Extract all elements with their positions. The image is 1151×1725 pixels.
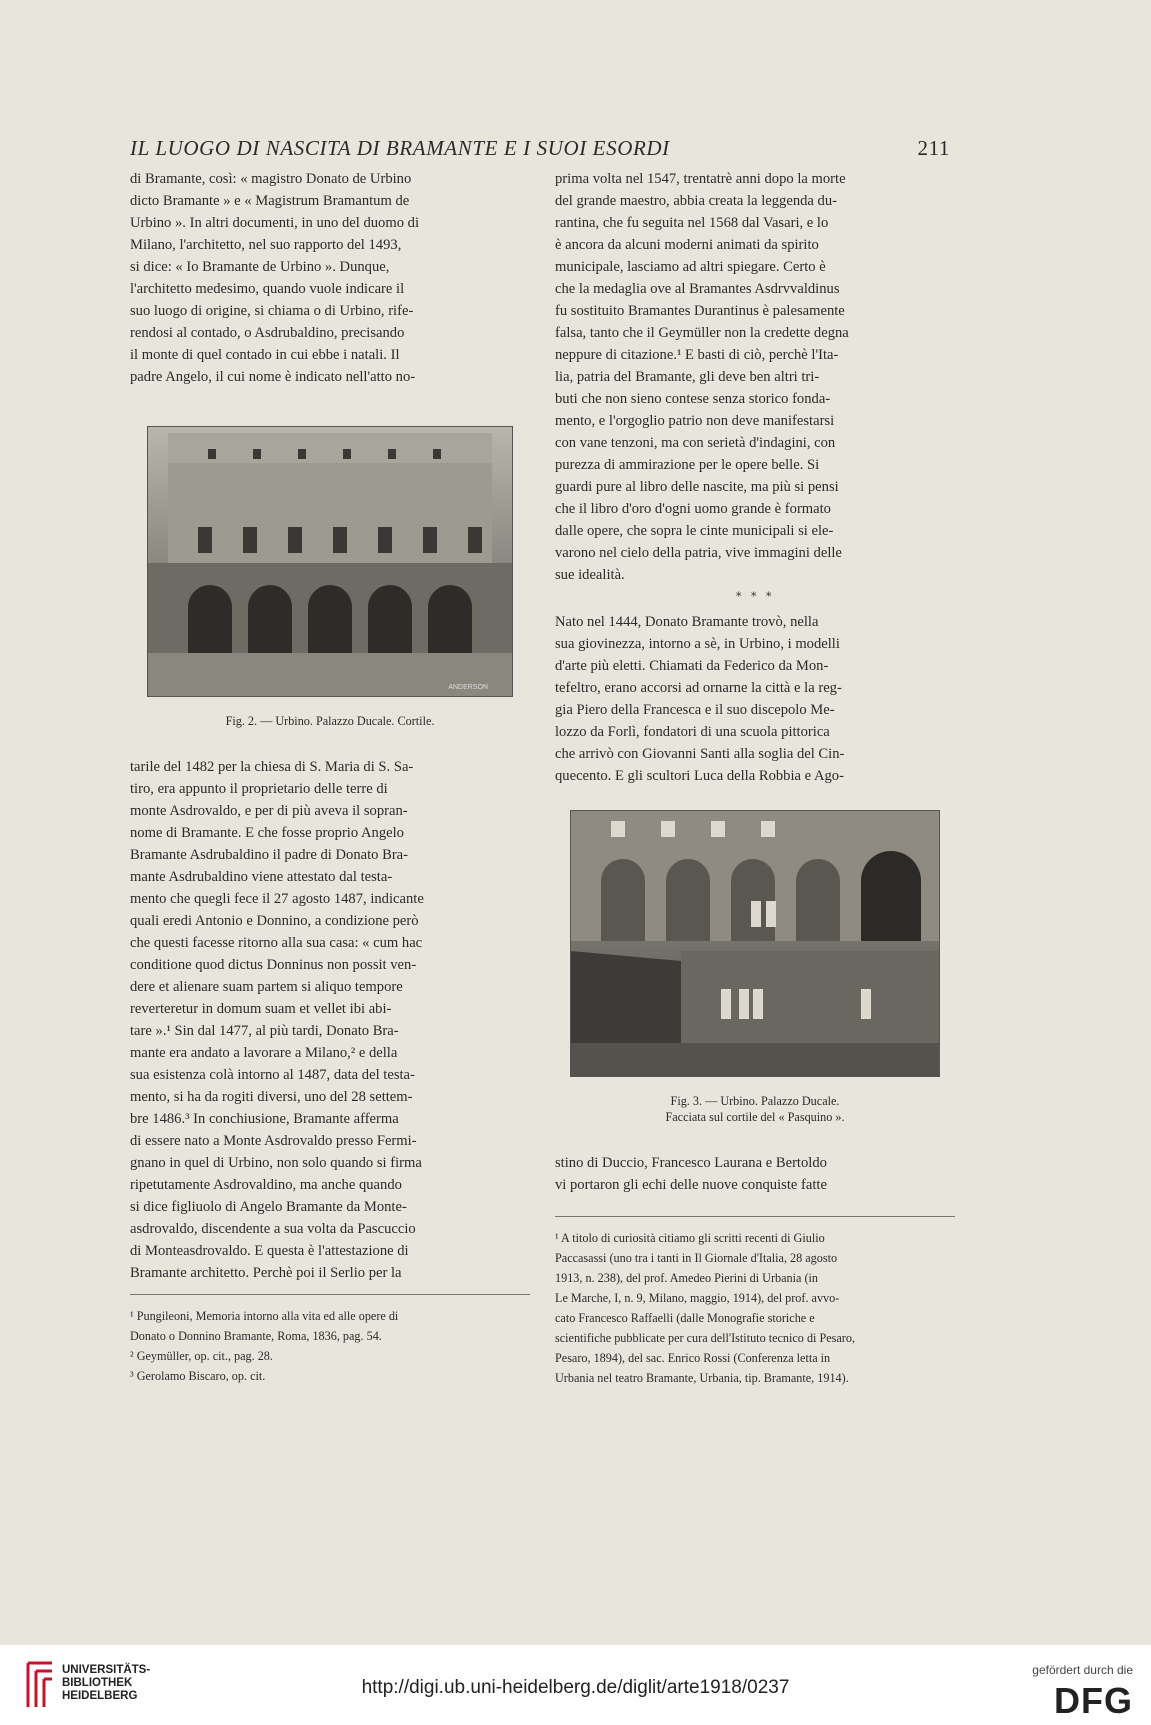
paragraph: tarile del 1482 per la chiesa di S. Maria di S. Sa- tiro, era appunto il proprietario delle terre di monte Asdrovaldo, e per di più aveva il sopran- nome di Bramante. E che fosse proprio Angelo Bramante Asdrubaldino il padre di Donato Bra- mante Asdrubaldino viene attestato dal testa- mento che quegli fece il 27 agosto 1487, indicante quali eredi Antonio e Donnino, a condizione però che questi facesse ritorno alla sua casa: « cum hac conditione quod dictus Donninus non possit ven- dere et alienare suam partem si aliquo tempore reverteretur in domum suam et vellet ibi abi- tare ».¹ Sin dal 1477, al più tardi, Donato Bra- mante era andato a lavorare a Milano,² e della sua esistenza colà intorno al 1487, data del testa- mento, si ha da rogiti diversi, uno del 28 settem- bre 1486.³ In conchiusione, Bramante afferma di essere nato a Monte Asdrovaldo presso Fermi- gnano in quel di Urbino, non solo quando si firma ripetutamente Asdrovaldino, ma anche quando si dice figliuolo di Angelo Bramante da Monte- asdrovaldo, discendente a sua volta da Pascuccio di Monteasdrovaldo. E questa è l'attestazione di Bramante architetto. Perchè poi il Serlio per la <box>130 759 424 1281</box>
paragraph: stino di Duccio, Francesco Laurana e Bertoldo vi portaron gli echi delle nuove conquiste fatte <box>555 1155 827 1193</box>
footnote-rule <box>130 1294 530 1295</box>
paragraph: prima volta nel 1547, trentatrè anni dopo la morte del grande maestro, abbia creata la leggenda du- rantina, che fu seguita nel 1568 dal Vasari, e lo è ancora da alcuni moderni animati da spirito municipale, lasciamo ad altri spiegare. Certo è che la medaglia ove al Bramantes Asdrvvaldinus fu sostituito Bramantes Durantinus è palesamente falsa, tanto che il Geymüller non la credette degna neppure di citazione.¹ E basti di ciò, perchè l'Ita- lia, patria del Bramante, gli deve ben altri tri- buti che non sieno contese senza storico fonda- mento, e l'orgoglio patrio non deve manifestarsi con vane tenzoni, ma con serietà d'indagini, con purezza di ammirazione per le opere belle. Si guardi pure al libro delle nascite, ma più si pensi che il libro d'oro d'ogni uomo grande è formato dalle opere, che sopra le cinte municipali si ele- varono nel cielo della patria, vive immagini delle sue idealità. <box>555 171 849 583</box>
footnote-rule <box>555 1216 955 1217</box>
left-column-bottom <box>130 756 530 1284</box>
paragraph: Nato nel 1444, Donato Bramante trovò, nella sua giovinezza, intorno a sè, in Urbino, i modelli d'arte più eletti. Chiamati da Federico da Mon- tefeltro, erano accorsi ad ornarne la città e la reg- gia Piero della Francesca e il suo discepolo Me- lozzo da Forlì, fondatori di una scuola pittorica che arrivò con Giovanni Santi alla soglia del Cin- quecento. E gli scultori Luca della Robbia e Ago- <box>555 614 845 784</box>
page-number: 211 <box>917 136 950 160</box>
source-url[interactable]: http://digi.ub.uni-heidelberg.de/diglit/arte1918/0237 <box>361 1677 790 1698</box>
right-column-mid <box>555 611 955 787</box>
photo-credit: ANDERSON <box>448 684 488 691</box>
header-title: IL LUOGO DI NASCITA DI BRAMANTE E I SUOI ESORDI <box>130 136 670 160</box>
dfg-logo: DFG <box>1054 1680 1133 1721</box>
figure-2-caption: Fig. 2. — Urbino. Palazzo Ducale. Cortile. <box>225 714 435 728</box>
right-column-bottom <box>555 1152 955 1196</box>
paragraph: di Bramante, così: « magistro Donato de Urbino dicto Bramante » e « Magistrum Bramantum de Urbino ». In altri documenti, in uno del duomo di Milano, l'architetto, nel suo rapporto del 1493, si dice: « Io Bramante de Urbino ». Dunque, l'architetto medesimo, quando vuole indicare il suo luogo di origine, si chiama o di Urbino, rife- rendosi al contado, o Asdrubaldino, precisando il monte di quel contado in cui ebbe i natali. Il padre Angelo, il cui nome è indicato nell'atto no- <box>130 171 419 385</box>
left-column-top <box>130 168 530 388</box>
courtyard-photo <box>148 427 512 696</box>
section-separator: * * * <box>736 590 775 603</box>
running-header <box>130 136 950 161</box>
right-footnotes: ¹ A titolo di curiosità citiamo gli scritti recenti di Giulio Paccasassi (uno tra i tanti in Il Giornale d'Italia, 28 agosto 1913, n. 238), del prof. Amedeo Pierini di Urbania (in Le Marche, I, n. 9, Milano, maggio, 1914), del prof. avvo- cato Francesco Raffaelli (dalle Monografie storiche e scientifiche pubblicate per cura dell'Istituto tecnico di Pesaro, Pesaro, 1894), del sac. Enrico Rossi (Conferenza letta in Urbania nel teatro Bramante, Urbania, tip. Bramante, 1914). <box>555 1231 856 1385</box>
facade-photo <box>571 811 939 1076</box>
left-footnotes: ¹ Pungileoni, Memoria intorno alla vita ed alle opere di Donato o Donnino Bramante, Roma, 1836, pag. 54. ² Geymüller, op. cit., pag. 28. ³ Gerolamo Biscaro, op. cit. <box>130 1309 399 1383</box>
right-column-top <box>555 168 955 586</box>
funded-by-label: gefördert durch die <box>1032 1663 1133 1677</box>
figure-2-photo <box>147 426 513 697</box>
figure-3-caption: Fig. 3. — Urbino. Palazzo Ducale. Facciata sul cortile del « Pasquino ». <box>665 1094 845 1124</box>
figure-3-photo <box>570 810 940 1077</box>
library-name: UNIVERSITÄTS- BIBLIOTHEK HEIDELBERG <box>62 1664 151 1702</box>
